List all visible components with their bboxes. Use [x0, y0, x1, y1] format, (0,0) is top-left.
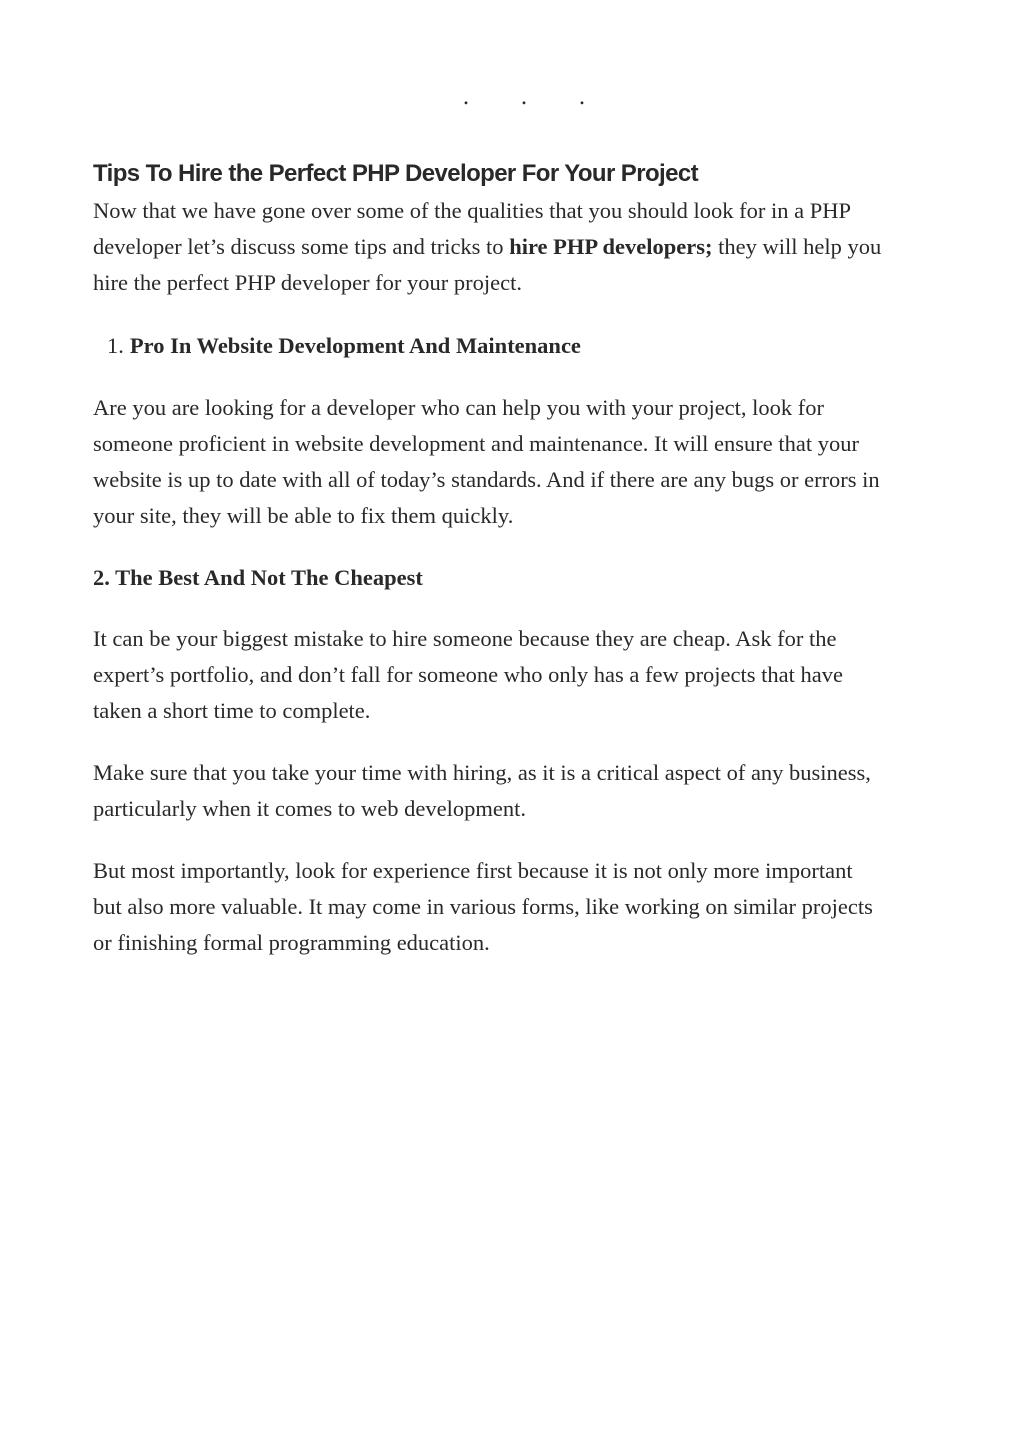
paragraph-take-time	[93, 755, 955, 827]
section-heading: Tips To Hire the Perfect PHP Developer For Your Project	[93, 160, 698, 187]
paragraph-line: or finishing formal programming education.	[93, 930, 490, 955]
list-item-1	[107, 328, 581, 364]
intro-bold-text: hire PHP developers;	[509, 234, 713, 259]
intro-paragraph	[93, 193, 955, 301]
paragraph-experience	[93, 853, 955, 961]
paragraph-line: taken a short time to complete.	[93, 698, 371, 723]
paragraph-cheap-mistake	[93, 621, 955, 729]
section-separator: . . .	[462, 85, 608, 110]
paragraph-line: expert’s portfolio, and don’t fall for someone who only has a few projects that have	[93, 662, 844, 687]
intro-text: they will help you	[712, 234, 882, 259]
paragraph-line: It can be your biggest mistake to hire someone because they are cheap. Ask for the	[93, 626, 837, 651]
paragraph-line: But most importantly, look for experience first because it is not only more important	[93, 858, 853, 883]
subheading-best-not-cheapest: 2. The Best And Not The Cheapest	[93, 565, 423, 590]
paragraph-line: your site, they will be able to fix them quickly.	[93, 503, 514, 528]
paragraph-line: someone proficient in website development and maintenance. It will ensure that your	[93, 431, 860, 456]
intro-line: hire the perfect PHP developer for your project.	[93, 270, 523, 295]
paragraph-proficiency	[93, 390, 955, 534]
paragraph-line: Make sure that you take your time with hiring, as it is a critical aspect of any business,	[93, 760, 871, 785]
intro-text: developer let’s discuss some tips and tricks to	[93, 234, 510, 259]
paragraph-line: but also more valuable. It may come in various forms, like working on similar projects	[93, 894, 873, 919]
list-number: 1.	[107, 333, 124, 358]
list-item-title: Pro In Website Development And Maintenance	[129, 333, 581, 358]
paragraph-line: website is up to date with all of today’s standards. And if there are any bugs or errors in	[93, 467, 880, 492]
intro-line: Now that we have gone over some of the qualities that you should look for in a PHP	[93, 198, 851, 223]
paragraph-line: Are you are looking for a developer who can help you with your project, look for	[93, 395, 825, 420]
intro-line	[93, 229, 955, 265]
paragraph-line: particularly when it comes to web development.	[93, 796, 526, 821]
